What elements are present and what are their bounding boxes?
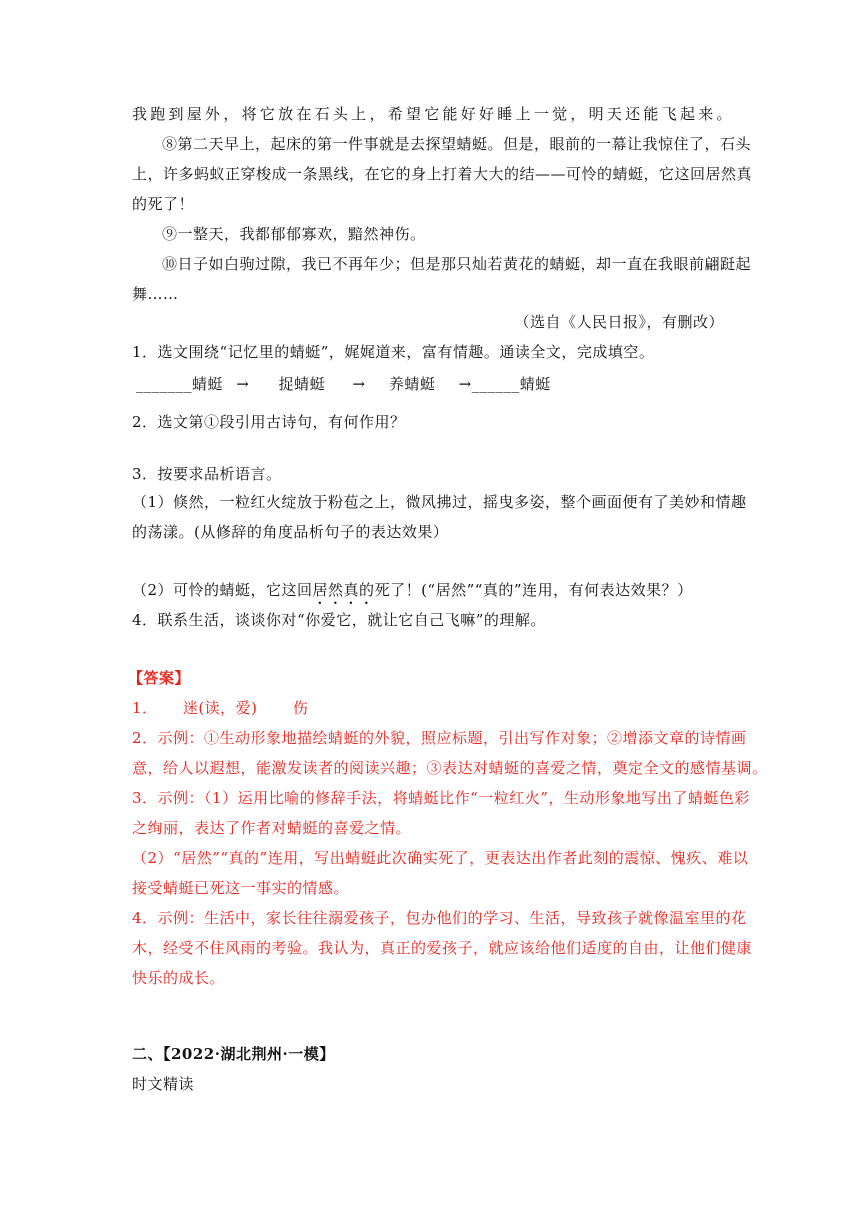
flow-item-4: 蜻蜓 <box>519 375 551 393</box>
answer-4-line2: 木，经受不住风雨的考验。我认为，真正的爱孩子，就应该给他们适度的自由，让他们健康 <box>132 939 753 957</box>
passage-p7-end: 我跑到屋外，将它放在石头上，希望它能好好睡上一觉，明天还能飞起来。 <box>132 105 732 123</box>
question-3-1-line1: （1）倏然，一粒红火绽放于粉苞之上，微风拂过，摇曳多姿，整个画面便有了美妙和情趣 <box>132 493 747 511</box>
question-3-2-emphasis: 居然真的 <box>312 581 375 599</box>
passage-source: （选自《人民日报》，有删改） <box>514 313 724 331</box>
question-1: 1．选文围绕“记忆里的蜻蜓”，娓娓道来，富有情趣。通读全文，完成填空。 <box>132 343 655 361</box>
answer-4-line1: 4．示例：生活中，家长往往溺爱孩子，包办他们的学习、生活，导致孩子就像温室里的花 <box>132 909 747 927</box>
answer-3-2-line1: （2）“居然”“真的”连用，写出蜻蜓此次确实死了，更表达出作者此刻的震惊、愧疚、难以 <box>132 849 749 867</box>
answer-1-number: 1． <box>132 699 158 717</box>
passage-p8-line3: 的死了！ <box>132 195 195 213</box>
section-subtitle: 时文精读 <box>132 1075 195 1093</box>
answer-3-2-line2: 接受蜻蜓已死这一事实的情感。 <box>132 879 350 897</box>
flow-item-1: 蜻蜓 <box>192 375 224 393</box>
question-3-2 <box>132 580 732 608</box>
answer-1 <box>132 698 732 718</box>
question-3-2-part-a: （2）可怜的蜻蜓，它这回 <box>132 581 313 599</box>
flow-item-3: 养蜻蜓 <box>388 375 436 393</box>
flow-blank-2: ______ <box>471 375 520 393</box>
flow-item-2: 捉蜻蜓 <box>278 375 326 393</box>
answer-2-line2: 意，给人以遐想，能激发读者的阅读兴趣；③表达对蜻蜓的喜爱之情，奠定全文的感情基调。 <box>132 759 768 777</box>
flow-arrow-2: → <box>352 375 366 393</box>
question-3: 3．按要求品析语言。 <box>132 465 282 483</box>
answer-1-value-1: 迷(读，爱) <box>182 699 258 717</box>
question-3-2-part-c: 死了！(“居然”“真的”连用，有何表达效果？） <box>374 581 693 599</box>
passage-p8-line2: 上，许多蚂蚁正穿梭成一条黑线，在它的身上打着大大的结——可怜的蜻蜓，它这回居然真 <box>132 165 753 183</box>
passage-p10-line1: ⑩日子如白驹过隙，我已不再年少；但是那只灿若黄花的蜻蜓，却一直在我眼前翩跹起 <box>162 255 752 273</box>
flow-arrow-1: → <box>236 375 250 393</box>
answer-3-line1: 3．示例：（1）运用比喻的修辞手法，将蜻蜓比作“一粒红火”，生动形象地写出了蜻蜓色彩 <box>132 789 750 807</box>
question-3-1-line2: 的荡漾。(从修辞的角度品析句子的表达效果） <box>132 523 449 541</box>
passage-p9: ⑨一整天，我都郁郁寡欢，黯然神伤。 <box>162 225 426 243</box>
flow-blank-1: _______ <box>136 375 192 393</box>
answer-heading: 【答案】 <box>128 669 191 687</box>
answer-4-line3: 快乐的成长。 <box>132 969 226 987</box>
answer-3-line2: 之绚丽，表达了作者对蜻蜓的喜爱之情。 <box>132 819 412 837</box>
passage-p10-line2: 舞…… <box>132 285 179 303</box>
passage-p8-line1: ⑧第二天早上，起床的第一件事就是去探望蜻蜓。但是，眼前的一幕让我惊住了，石头 <box>162 135 752 153</box>
question-4: 4．联系生活，谈谈你对“你爱它，就让它自己飞嘛”的理解。 <box>132 611 546 629</box>
question-1-flow <box>136 374 736 394</box>
answer-1-value-2: 伤 <box>292 699 309 717</box>
flow-arrow-3: → <box>458 375 472 393</box>
answer-2-line1: 2．示例：①生动形象地描绘蜻蜓的外貌，照应标题，引出写作对象；②增添文章的诗情画 <box>132 729 747 747</box>
question-2: 2．选文第①段引用古诗句，有何作用？ <box>132 413 406 431</box>
section-title: 二、【2022·湖北荆州·一模】 <box>132 1045 335 1063</box>
